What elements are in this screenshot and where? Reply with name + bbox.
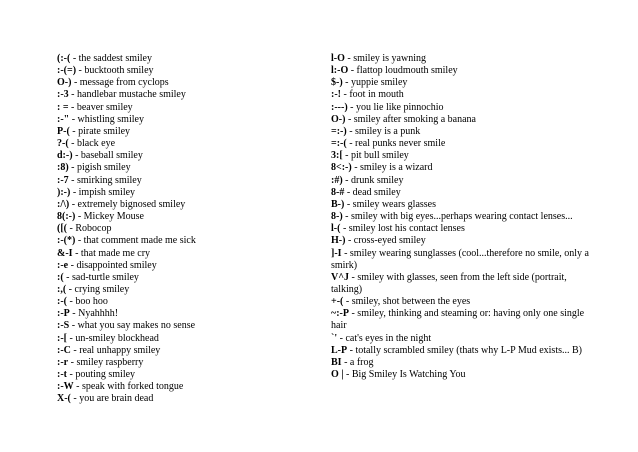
smiley-description: - Big Smiley Is Watching You — [343, 369, 466, 381]
smiley-entry — [57, 284, 317, 296]
smiley-entry — [331, 357, 596, 369]
smiley-entry — [331, 65, 596, 77]
smiley-code: O-) — [331, 113, 346, 125]
smiley-entry — [57, 77, 317, 89]
smiley-code: 8<:-) — [331, 162, 352, 174]
smiley-code: :---) — [331, 101, 348, 113]
smiley-code: `' — [331, 332, 338, 344]
smiley-description: - you are brain dead — [70, 393, 154, 405]
smiley-code: l-( — [331, 223, 341, 235]
smiley-description: - smiley wears glasses — [344, 198, 436, 210]
smiley-description: - beaver smiley — [71, 101, 133, 113]
smiley-code: :/\) — [57, 198, 70, 210]
smiley-entry — [57, 308, 317, 320]
smiley-entry — [57, 126, 317, 138]
smiley-description: - what you say makes no sense — [69, 320, 196, 332]
smiley-description: - totally scrambled smiley (thats why L-P Mud exists... B) — [347, 344, 582, 356]
smiley-code: : = — [57, 101, 72, 113]
smiley-description: - smiley after smoking a banana — [345, 113, 476, 125]
smiley-description: - cat's eyes in the night — [337, 332, 432, 344]
smiley-description: - smiley raspberry — [68, 356, 144, 368]
smiley-description: - crying smiley — [66, 283, 130, 295]
smiley-entry — [331, 333, 596, 345]
smiley-description: - flattop loudmouth smiley — [348, 65, 458, 77]
smiley-code: 8-) — [331, 211, 343, 223]
smiley-description: - foot in mouth — [341, 89, 404, 101]
smiley-code: l-O — [331, 53, 345, 64]
smiley-entry — [57, 89, 317, 101]
smiley-description: - smiley lost his contact lenses — [340, 223, 465, 235]
smiley-code: 8-# — [331, 186, 345, 198]
smiley-code: :-7 — [57, 174, 69, 186]
smiley-code: :-t — [57, 369, 67, 381]
smiley-description: - smiley with big eyes...perhaps wearing contact lenses... — [342, 211, 573, 223]
smiley-code: :-" — [57, 113, 70, 125]
smiley-entry — [57, 211, 317, 223]
smiley-description: - that comment made me sick — [75, 235, 196, 247]
smiley-code: (:-( — [57, 53, 71, 64]
smiley-entry — [57, 369, 317, 381]
smiley-code: 3:[ — [331, 150, 343, 162]
smiley-description: - Robocop — [67, 223, 112, 235]
smiley-code: :8) — [57, 162, 69, 174]
right-column — [331, 53, 596, 381]
smiley-description: - black eye — [68, 138, 116, 150]
smiley-description: - the saddest smiley — [70, 53, 152, 64]
smiley-description: - cross-eyed smiley — [345, 235, 426, 247]
smiley-entry — [331, 345, 596, 357]
smiley-entry — [57, 320, 317, 332]
smiley-entry — [331, 187, 596, 199]
smiley-code: ]-I — [331, 247, 342, 259]
smiley-entry — [331, 138, 596, 150]
smiley-code: :-S — [57, 320, 70, 332]
smiley-description: - you lie like pinnochio — [347, 101, 444, 113]
smiley-entry — [331, 102, 596, 114]
smiley-entry — [331, 162, 596, 174]
smiley-code: &-I — [57, 247, 73, 259]
smiley-description: - impish smiley — [70, 186, 136, 198]
smiley-code: O-) — [57, 77, 72, 89]
smiley-entry — [57, 272, 317, 284]
smiley-code: d:-) — [57, 150, 73, 162]
smiley-entry — [57, 381, 317, 393]
smiley-entry — [331, 199, 596, 211]
smiley-code: :( — [57, 271, 64, 283]
smiley-description: - bucktooth smiley — [76, 65, 154, 77]
smiley-entry — [57, 65, 317, 77]
smiley-entry — [57, 357, 317, 369]
smiley-entry — [57, 187, 317, 199]
smiley-description: - pit bull smiley — [342, 150, 409, 162]
smiley-description: - whistling smiley — [69, 113, 144, 125]
smiley-code: :-3 — [57, 89, 69, 101]
smiley-entry — [57, 53, 317, 65]
smiley-description: - pouting smiley — [67, 369, 136, 381]
smiley-description: - disappointed smiley — [68, 259, 157, 271]
smiley-entry — [331, 248, 596, 272]
smiley-description: - drunk smiley — [342, 174, 404, 186]
smiley-entry — [57, 223, 317, 235]
smiley-code: :#) — [331, 174, 343, 186]
smiley-description: - boo hoo — [67, 296, 108, 308]
smiley-code: =:-( — [331, 138, 347, 150]
smiley-code: :,( — [57, 283, 67, 295]
smiley-entry — [331, 114, 596, 126]
smiley-description: - pirate smiley — [69, 125, 131, 137]
smiley-description: - baseball smiley — [72, 150, 143, 162]
smiley-code: :-P — [57, 308, 70, 320]
smiley-code: ?-( — [57, 138, 69, 150]
smiley-code: :-r — [57, 356, 69, 368]
smiley-description: - a frog — [341, 356, 374, 368]
smiley-description: - smiley wearing sunglasses (cool...therefore no smile, only a smirk) — [331, 247, 589, 271]
smiley-code: BI — [331, 356, 342, 368]
smiley-code: :-! — [331, 89, 341, 101]
smiley-entry — [57, 175, 317, 187]
smiley-description: - real unhappy smiley — [70, 344, 161, 356]
smiley-code: :-( — [57, 296, 67, 308]
smiley-entry — [331, 272, 596, 296]
smiley-entry — [331, 296, 596, 308]
smiley-description: - that made me cry — [72, 247, 151, 259]
smiley-entry — [57, 333, 317, 345]
smiley-entry — [57, 260, 317, 272]
smiley-code: :-(=) — [57, 65, 77, 77]
smiley-code: :-e — [57, 259, 69, 271]
smiley-description: - un-smiley blockhead — [67, 332, 159, 344]
smiley-entry — [331, 89, 596, 101]
smiley-entry — [57, 199, 317, 211]
smiley-entry — [57, 345, 317, 357]
smiley-entry — [331, 77, 596, 89]
smiley-entry — [331, 235, 596, 247]
smiley-entry — [331, 175, 596, 187]
smiley-entry — [57, 138, 317, 150]
smiley-code: =:-) — [331, 125, 347, 137]
smiley-entry — [331, 53, 596, 65]
smiley-code: B-) — [331, 198, 345, 210]
smiley-entry — [331, 308, 596, 332]
smiley-entry — [57, 114, 317, 126]
left-column — [57, 53, 317, 406]
smiley-description: - sad-turtle smiley — [63, 271, 139, 283]
smiley-entry — [331, 150, 596, 162]
smiley-entry — [331, 369, 596, 381]
smiley-entry — [57, 150, 317, 162]
smiley-code: P-( — [57, 125, 70, 137]
smiley-code: O | — [331, 369, 344, 381]
smiley-entry — [57, 248, 317, 260]
smiley-description: - Nyahhhh! — [69, 308, 119, 320]
smiley-code: :-C — [57, 344, 71, 356]
smiley-code: V^J — [331, 271, 350, 283]
smiley-code: L-P — [331, 344, 348, 356]
smiley-code: ([( — [57, 223, 67, 235]
smiley-entry — [57, 102, 317, 114]
smiley-entry — [331, 223, 596, 235]
smiley-entry — [331, 211, 596, 223]
smiley-description: - dead smiley — [344, 186, 401, 198]
smiley-entry — [57, 393, 317, 405]
smiley-code: :-[ — [57, 332, 67, 344]
smiley-code: ~:-P — [331, 308, 349, 320]
smiley-description: - Mickey Mouse — [75, 211, 144, 223]
smiley-entry — [57, 296, 317, 308]
smiley-description: - smirking smiley — [68, 174, 142, 186]
smiley-description: - message from cyclops — [71, 77, 169, 89]
smiley-code: H-) — [331, 235, 346, 247]
smiley-code: :-(*) — [57, 235, 76, 247]
smiley-code: +-( — [331, 296, 344, 308]
smiley-description: - smiley with glasses, seen from the left side (portrait, talking) — [331, 271, 567, 295]
smiley-code: $-) — [331, 77, 343, 89]
smiley-description: - extremely bignosed smiley — [69, 198, 186, 210]
smiley-description: - smiley is yawning — [344, 53, 426, 64]
smiley-description: - smiley, thinking and steaming or: having only one single hair — [331, 308, 585, 332]
smiley-description: - speak with forked tongue — [73, 381, 184, 393]
smiley-code: 8(:-) — [57, 211, 76, 223]
smiley-description: - yuppie smiley — [342, 77, 408, 89]
smiley-description: - smiley is a punk — [346, 125, 421, 137]
smiley-entry — [331, 126, 596, 138]
smiley-description: - real punks never smile — [346, 138, 446, 150]
smiley-code: X-( — [57, 393, 71, 405]
smiley-code: :-W — [57, 381, 74, 393]
smiley-description: - smiley, shot between the eyes — [343, 296, 471, 308]
smiley-entry — [57, 235, 317, 247]
smiley-code: l:-O — [331, 65, 349, 77]
smiley-code: ):-) — [57, 186, 71, 198]
smiley-description: - smiley is a wizard — [351, 162, 433, 174]
smiley-description: - pigish smiley — [68, 162, 131, 174]
smiley-description: - handlebar mustache smiley — [68, 89, 186, 101]
smiley-entry — [57, 162, 317, 174]
